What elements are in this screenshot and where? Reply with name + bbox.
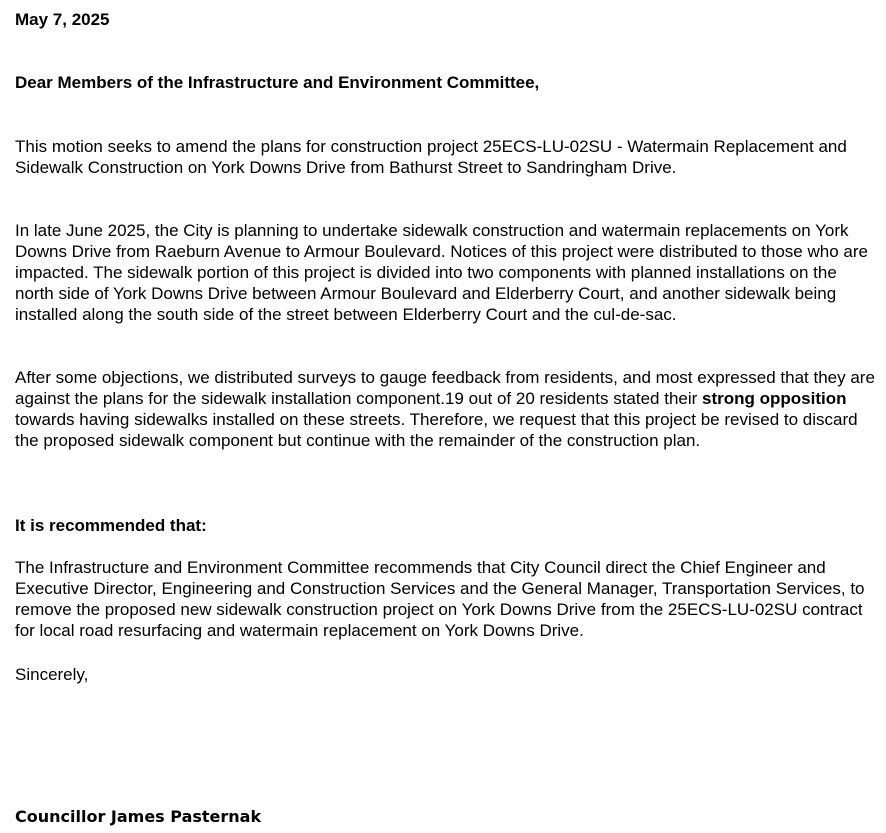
project-details-paragraph: In late June 2025, the City is planning to undertake sidewalk construction and watermain replacements on York Downs Drive from Raeburn Avenue to Armour Boulevard. Notices of this project were distributed to those who are impacted. The sidewalk portion of this project is divided into two components with planned installations on the north side of York Downs Drive between Armour Boulevard and Elderberry Court, and another sidewalk being installed along the south side of the street between Elderberry Court and the cul-de-sac.	[15, 221, 868, 324]
letter-date: May 7, 2025	[15, 10, 110, 29]
signature-name: Councillor James Pasternak	[15, 807, 262, 826]
recommendation-heading: It is recommended that:	[15, 516, 207, 535]
survey-feedback-paragraph	[15, 367, 875, 451]
strong-opposition-emphasis: strong opposition	[702, 389, 847, 408]
survey-text-before: After some objections, we distributed surveys to gauge feedback from residents, and most expressed that they are against the plans for the sidewalk installation component.19 out of 20 residents stated their	[15, 368, 875, 408]
recommendation-paragraph: The Infrastructure and Environment Committee recommends that City Council direct the Chief Engineer and Executive Director, Engineering and Construction Services and the General Manager, Transportation Services, to remove the proposed new sidewalk construction project on York Downs Drive from the 25ECS-LU-02SU contract for local road resurfacing and watermain replacement on York Downs Drive.	[15, 558, 865, 640]
survey-text-after: towards having sidewalks installed on these streets. Therefore, we request that this project be revised to discard the proposed sidewalk component but continue with the remainder of the construction plan.	[15, 410, 858, 450]
letter-salutation: Dear Members of the Infrastructure and Environment Committee,	[15, 73, 540, 92]
letter-closing: Sincerely,	[15, 665, 89, 684]
motion-intro-paragraph: This motion seeks to amend the plans for construction project 25ECS-LU-02SU - Watermain Replacement and Sidewalk Construction on York Downs Drive from Bathurst Street to Sandringham Drive.	[15, 137, 847, 177]
